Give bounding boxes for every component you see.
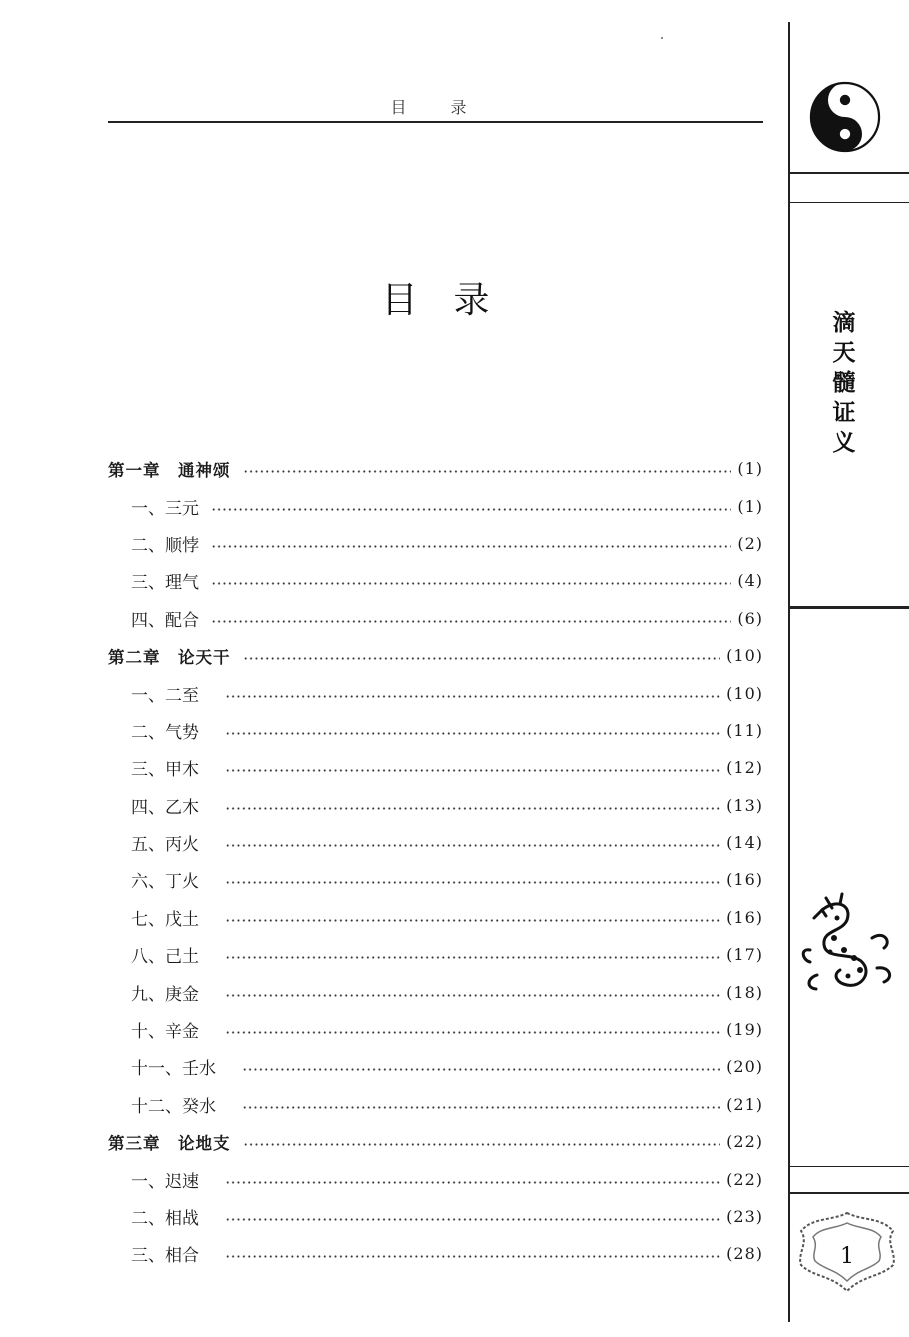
toc-page-number: (12) [726,758,763,778]
header-rule [108,121,763,123]
toc-page-number: (19) [726,1020,763,1040]
toc-section-row[interactable] [108,1086,763,1123]
book-title-char: 髓 [832,370,856,396]
toc-entry-label: 三、理气 [131,573,199,594]
toc-section-row[interactable] [108,562,763,599]
dot-leader [225,1255,720,1258]
margin-rule [788,1192,909,1194]
toc-chapter-row[interactable] [108,637,763,674]
dot-leader [225,1031,720,1034]
toc-page-number: (2) [737,533,763,553]
dragon-icon [792,890,902,1000]
toc-entry-label: 六、丁火 [131,872,199,893]
toc-section-row[interactable] [108,600,763,637]
dot-leader [225,919,720,922]
toc-entry-label: 第一章 通神颂 [108,460,231,480]
toc-entry-label: 一、二至 [131,685,199,706]
dot-leader [225,807,720,810]
dot-leader [243,1143,721,1146]
toc-entry-label: 十一、壬水 [131,1059,216,1080]
page-title: 目录 [381,280,526,321]
toc-section-row[interactable] [108,861,763,898]
toc-section-row[interactable] [108,936,763,973]
toc-page-number: (4) [737,571,763,591]
toc-section-row[interactable] [108,973,763,1010]
dot-leader [243,470,732,473]
book-title-char: 天 [832,340,856,366]
toc-page-number: (1) [737,459,763,479]
toc-page-number: (6) [737,608,763,628]
toc-section-row[interactable] [108,712,763,749]
toc-entry-label: 三、甲木 [131,760,199,781]
dot-leader [225,881,720,884]
toc-entry-label: 三、相合 [131,1246,199,1267]
book-title-char: 义 [832,430,856,456]
toc-entry-label: 五、丙火 [131,835,199,856]
toc-section-row[interactable] [108,1160,763,1197]
toc-page-number: (11) [726,720,763,740]
toc-entry-label: 九、庚金 [131,984,199,1005]
toc-section-row[interactable] [108,824,763,861]
dot-leader [225,844,720,847]
toc-entry-label: 一、三元 [131,498,199,519]
toc-section-row[interactable] [108,899,763,936]
toc-page-number: (22) [726,1132,763,1152]
toc-section-row[interactable] [108,1048,763,1085]
toc-section-row[interactable] [108,525,763,562]
dot-leader [211,620,731,623]
toc-entry-label: 二、相战 [131,1209,199,1229]
toc-entry-label: 二、气势 [131,722,199,743]
margin-rule [788,202,909,203]
toc-entry-label: 二、顺悖 [131,535,199,556]
toc-entry-label: 八、己土 [131,947,199,968]
dot-leader [225,769,720,772]
dot-leader [211,582,731,585]
toc-section-row[interactable] [108,787,763,824]
dot-leader [211,545,731,548]
dot-leader [211,508,731,511]
toc-page-number: (14) [726,833,763,853]
toc-entry-label: 四、配合 [131,610,199,631]
toc-page-number: (13) [726,795,763,815]
dot-leader [225,1181,720,1184]
toc-page-number: (1) [737,496,763,516]
toc-page-number: (18) [726,982,763,1002]
dot-leader [225,695,720,698]
dot-leader [225,994,720,997]
page-number: 1 [840,1244,854,1269]
toc-page-number: (10) [726,646,763,666]
dot-leader [243,657,721,660]
toc-section-row[interactable] [108,487,763,524]
toc-page-number: (17) [726,945,763,965]
margin-divider [788,22,790,1322]
dot-leader [225,956,720,959]
margin-rule [788,172,909,174]
toc-page-number: (10) [726,683,763,703]
toc-entry-label: 第三章 论地支 [108,1133,231,1153]
dot-leader [242,1106,720,1109]
book-title-char: 证 [832,400,856,426]
toc-page-number: (22) [726,1169,763,1189]
book-title-char: 滴 [832,310,856,336]
toc-entry-label: 十二、癸水 [131,1096,216,1117]
toc-entry-label: 四、乙木 [131,797,199,818]
margin-rule [788,606,909,609]
margin-rule [788,1166,909,1167]
toc-chapter-row[interactable] [108,450,763,487]
toc-page-number: (16) [726,907,763,927]
toc-page-number: (21) [726,1094,763,1114]
toc-entry-label: 第二章 论天干 [108,647,231,667]
book-title-vertical [826,308,862,458]
toc-entry-label: 十、辛金 [131,1022,199,1043]
toc-entry-label: 一、迟速 [131,1171,199,1192]
toc-page-number: (28) [726,1244,763,1264]
toc-section-row[interactable] [108,1235,763,1272]
toc-section-row[interactable] [108,1198,763,1235]
toc-section-row[interactable] [108,749,763,786]
toc-page-number: (23) [726,1207,763,1226]
toc-section-row[interactable] [108,674,763,711]
dot-leader [225,732,720,735]
toc-entry-label: 七、戊土 [131,909,199,930]
dot-leader [242,1068,720,1071]
toc-page-number: (20) [726,1057,763,1077]
toc-page-number: (16) [726,870,763,890]
scan-speck [661,37,663,39]
toc-chapter-row[interactable] [108,1123,763,1160]
dot-leader [225,1218,720,1221]
toc-section-row[interactable] [108,1011,763,1048]
table-of-contents [108,450,763,1273]
taiji-icon [808,80,882,154]
running-header: 目 录 [390,98,481,117]
